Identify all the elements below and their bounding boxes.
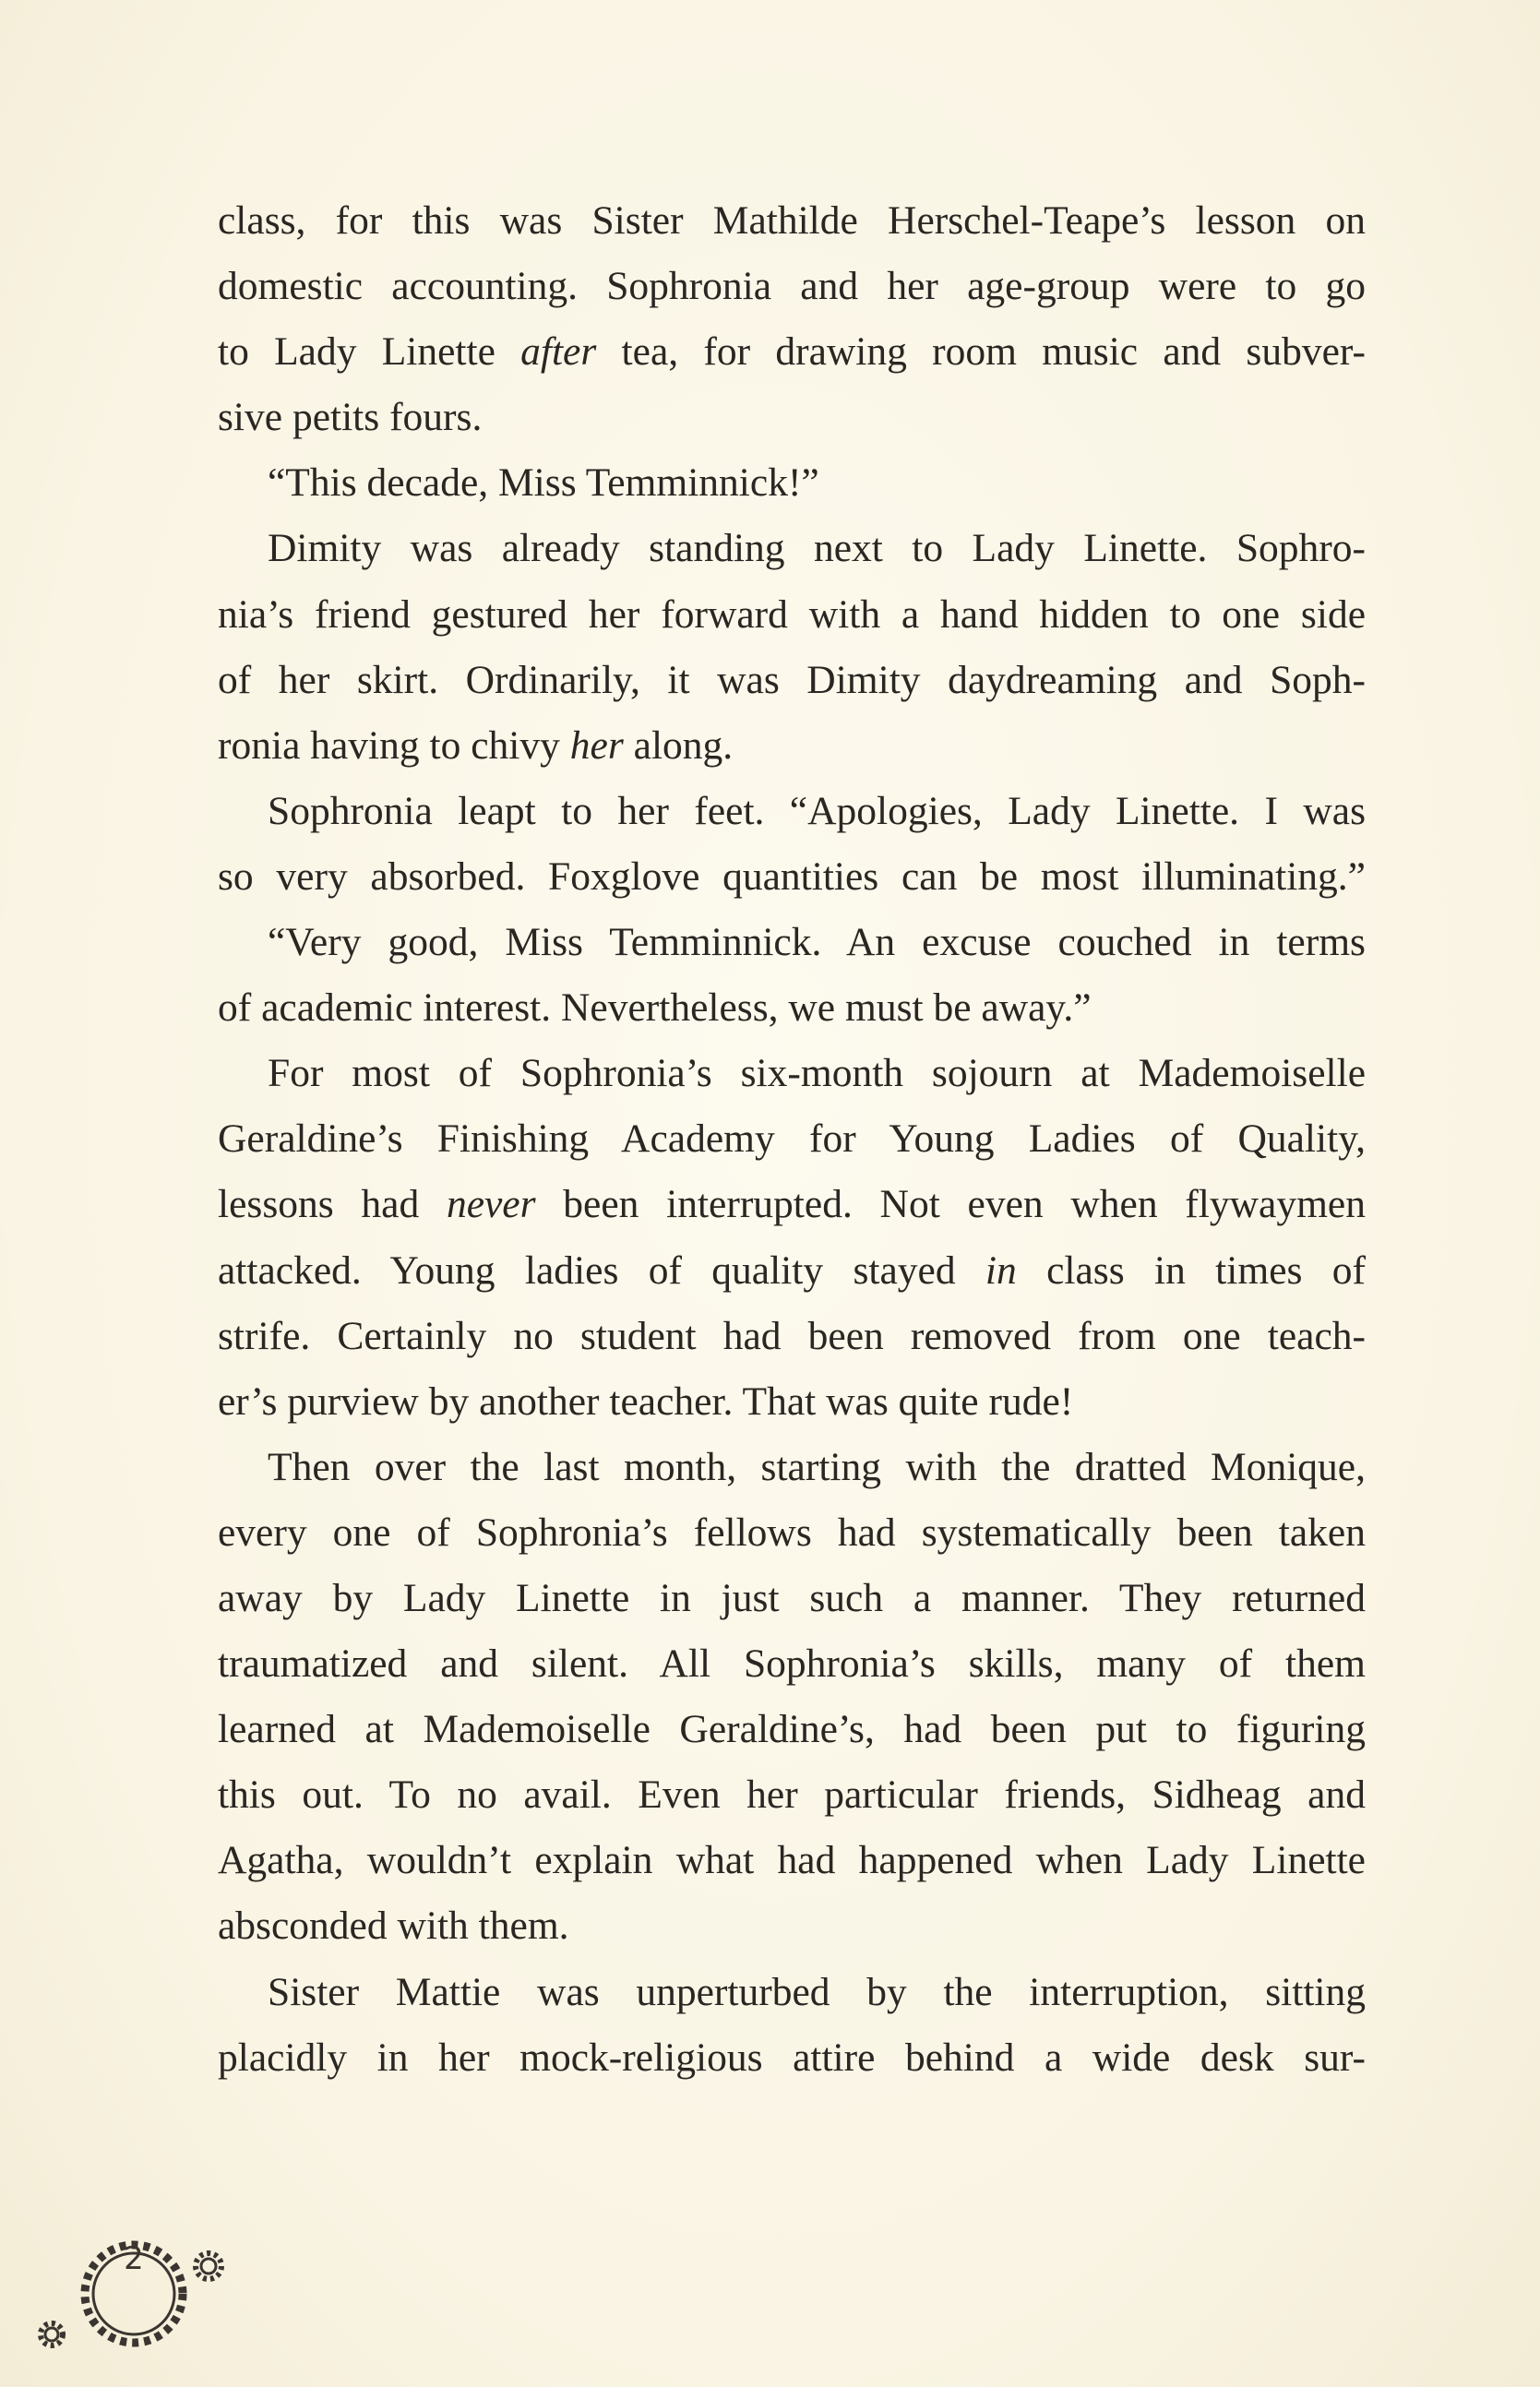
text-line: so very absorbed. Foxglove quantities can be most illuminating.” (218, 853, 1366, 899)
text-line: learned at Mademoiselle Geraldine’s, had been put to figuring (218, 1707, 1366, 1752)
text-line: domestic accounting. Sophronia and her age-group were to go (218, 264, 1366, 309)
text-line: Agatha, wouldn’t explain what had happened when Lady Linette (218, 1838, 1366, 1883)
text-line: to Lady Linette after tea, for drawing room music and subver- (218, 329, 1366, 375)
text-line: lessons had never been interrupted. Not even when flywaymen (218, 1182, 1366, 1227)
text-line: “Very good, Miss Temminnick. An excuse couched in terms (268, 920, 1366, 965)
text-line: attacked. Young ladies of quality stayed in class in times of (218, 1247, 1366, 1293)
text-line: placidly in her mock-religious attire behind a wide desk sur- (218, 2035, 1366, 2080)
text-line: of academic interest. Nevertheless, we must be away.” (218, 985, 1092, 1031)
text-line: Sister Mattie was unperturbed by the interruption, sitting (268, 1969, 1366, 2014)
text-line: Dimity was already standing next to Lady Linette. Sophro- (268, 526, 1366, 571)
text-line: every one of Sophronia’s fellows had systematically been taken (218, 1510, 1366, 1555)
text-line: “This decade, Miss Temminnick!” (268, 460, 819, 506)
text-line: nia’s friend gestured her forward with a hand hidden to one side (218, 591, 1366, 637)
text-line: strife. Certainly no student had been removed from one teach- (218, 1313, 1366, 1358)
text-line: Geraldine’s Finishing Academy for Young Ladies of Quality, (218, 1116, 1366, 1162)
text-line: sive petits fours. (218, 395, 483, 440)
text-line: this out. To no avail. Even her particular friends, Sidheag and (218, 1772, 1366, 1818)
text-line: traumatized and silent. All Sophronia’s skills, many of them (218, 1641, 1366, 1687)
text-line: absconded with them. (218, 1904, 569, 1949)
body-text (218, 188, 1366, 2091)
text-line: Sophronia leapt to her feet. “Apologies, Lady Linette. I was (268, 788, 1366, 833)
tiny-gear-icon (41, 2323, 63, 2345)
text-line: away by Lady Linette in just such a manner. They returned (218, 1575, 1366, 1620)
text-line: ronia having to chivy her along. (218, 722, 734, 768)
small-gear-icon (196, 2253, 221, 2279)
page-number: 2 (124, 2240, 144, 2277)
text-line: class, for this was Sister Mathilde Herschel-Teape’s lesson on (218, 198, 1366, 243)
text-line: of her skirt. Ordinarily, it was Dimity daydreaming and Soph- (218, 657, 1366, 702)
text-line: er’s purview by another teacher. That was quite rude! (218, 1378, 1074, 1424)
text-line: Then over the last month, starting with the dratted Monique, (268, 1444, 1366, 1489)
text-line: For most of Sophronia’s six-month sojourn at Mademoiselle (268, 1051, 1366, 1096)
